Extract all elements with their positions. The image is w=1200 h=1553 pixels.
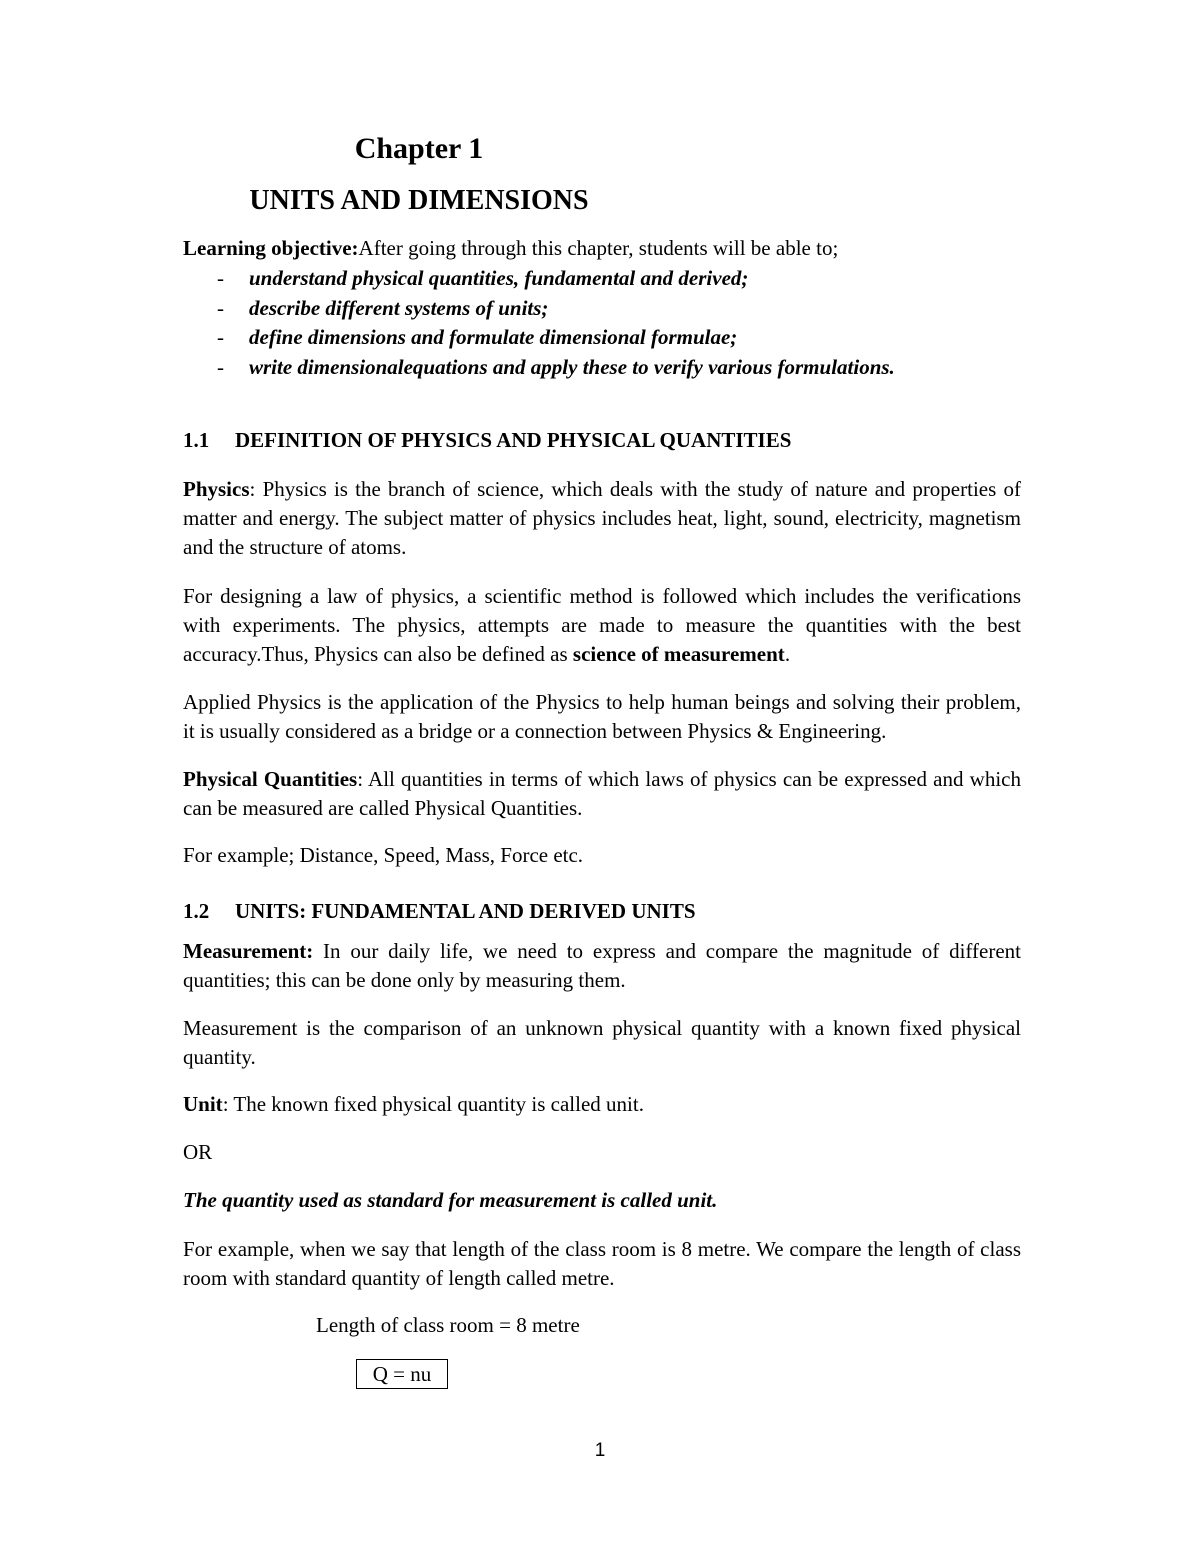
- unit-label: Unit: [183, 1092, 223, 1116]
- measurement-label: Measurement:: [183, 939, 314, 963]
- measurement-intro: [183, 937, 1021, 995]
- section-heading: [183, 428, 791, 453]
- chapter-title: UNITS AND DIMENSIONS: [249, 185, 589, 216]
- applied-physics-paragraph: Applied Physics is the application of the Physics to help human beings and solving their problem, it is usually considered as a bridge or a connection between Physics & Engineering.: [183, 690, 1021, 743]
- objective-item: - describe different systems of units;: [217, 296, 549, 320]
- length-equation: Length of class room = 8 metre: [316, 1313, 580, 1337]
- objective-text: define dimensions and formulate dimensional formulae;: [249, 325, 738, 349]
- page-number: 1: [594, 1440, 606, 1461]
- objective-item: - define dimensions and formulate dimensional formulae;: [217, 325, 738, 349]
- unit-alternative-definition: The quantity used as standard for measurement is called unit.: [183, 1188, 718, 1212]
- physics-label: Physics: [183, 477, 250, 501]
- paragraph-text: For designing a law of physics, a scientific method is followed which includes the verifications with experiments. The physics, attempts are made to measure the quantities with the best accuracy.Thus, Physics can also be defined as: [183, 584, 1021, 666]
- learning-objective-label: Learning objective:: [183, 236, 359, 260]
- section-number: 1.1: [183, 428, 210, 452]
- section-heading: [183, 899, 696, 924]
- physics-definition: [183, 475, 1021, 562]
- boxed-formula: Q = nu: [356, 1359, 448, 1389]
- emphasis-text: science of measurement: [572, 642, 785, 666]
- objective-text: write dimensionalequations and apply these to verify various formulations.: [249, 355, 895, 379]
- objective-item: - write dimensionalequations and apply these to verify various formulations.: [217, 355, 895, 379]
- unit-example: For example, when we say that length of the class room is 8 metre. We compare the length of class room with standard quantity of length called metre.: [183, 1237, 1021, 1290]
- objective-text: understand physical quantities, fundamental and derived;: [249, 266, 749, 290]
- chapter-label: Chapter 1: [354, 132, 484, 165]
- or-separator: OR: [183, 1140, 213, 1164]
- paragraph-end: .: [784, 642, 791, 666]
- learning-objective: [183, 236, 838, 261]
- physical-quantities-example: For example; Distance, Speed, Mass, Force etc.: [183, 843, 584, 867]
- unit-definition: [183, 1092, 644, 1117]
- unit-text: : The known fixed physical quantity is called unit.: [222, 1092, 644, 1116]
- section-number: 1.2: [183, 899, 210, 923]
- physical-quantities-label: Physical Quantities: [183, 767, 358, 791]
- section-title: DEFINITION OF PHYSICS AND PHYSICAL QUANTITIES: [235, 428, 792, 452]
- physical-quantities-definition: [183, 765, 1021, 823]
- measurement-text: In our daily life, we need to express and compare the magnitude of different quantities; this can be done only by measuring them.: [183, 939, 1021, 992]
- objective-text: describe different systems of units;: [249, 296, 549, 320]
- section-title: UNITS: FUNDAMENTAL AND DERIVED UNITS: [235, 899, 696, 923]
- physics-text: : Physics is the branch of science, which deals with the study of nature and properties of matter and energy. The subject matter of physics includes heat, light, sound, electricity, magnetism and the structure of atoms.: [183, 477, 1021, 559]
- learning-objective-text: After going through this chapter, students will be able to;: [358, 236, 839, 260]
- objective-item: - understand physical quantities, fundamental and derived;: [217, 266, 749, 290]
- physical-quantities-text: : All quantities in terms of which laws of physics can be expressed and which can be measured are called Physical Quantities.: [183, 767, 1021, 820]
- measurement-definition: Measurement is the comparison of an unknown physical quantity with a known fixed physical quantity.: [183, 1016, 1021, 1069]
- measurement-science-paragraph: [183, 582, 1021, 669]
